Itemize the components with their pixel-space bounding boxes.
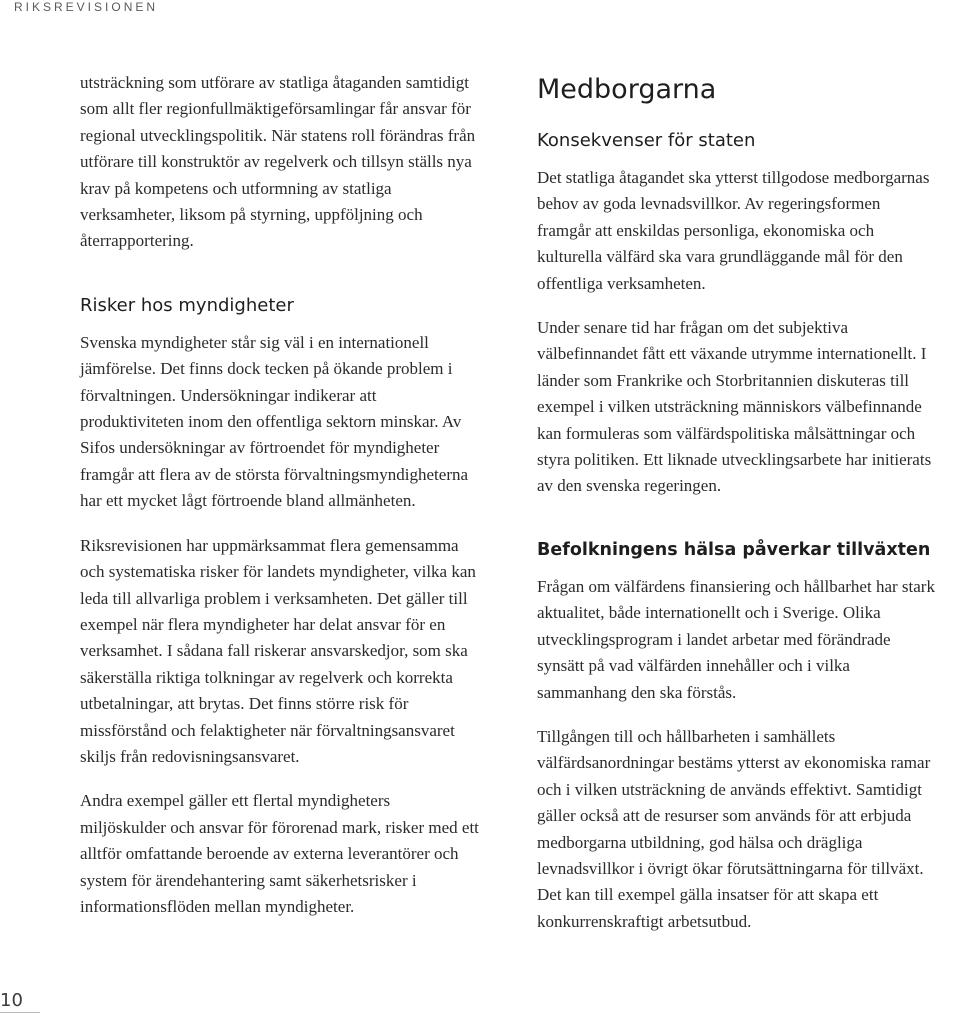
page-number: 10 bbox=[0, 990, 23, 1011]
paragraph: Riksrevisionen har uppmärksammat flera gemensamma och systematiska risker för landets myndigheter, vilka kan leda till allvarliga problem i verksamheten. Det gäller till exempel när flera myndigheter har delat ansvar för en verksamhet. I sådana fall riskerar ansvarskedjor, som ska säkerställa riktiga tolkningar av regelverk och korrekta utbetalningar, att brytas. Det finns större risk för missförstånd och felaktigheter när förvaltningsansvaret skiljs från redovisningsansvaret. bbox=[80, 535, 476, 766]
subheading-befolkningens-halsa: Befolkningens hälsa påverkar tillväxten bbox=[537, 539, 931, 560]
paragraph: Frågan om välfärdens finansiering och hållbarhet har stark aktualitet, både internationellt och i Sverige. Olika utvecklingsprogram i landet arbetar med förändrade synsätt på vad välfärden innehåller och i vilka sammanhang den ska förstås. bbox=[537, 576, 935, 702]
paragraph: Svenska myndigheter står sig väl i en internationell jämförelse. Det finns dock tecken på ökande problem i förvaltningen. Undersökningar indikerar att produktiviteten inom den offentliga sektorn minskar. Av Sifos undersökningar av förtroendet för myndigheter framgår att flera av de största förvaltningsmyndigheterna har ett mycket lågt förtroende bland allmänheten. bbox=[80, 332, 469, 511]
subheading-konsekvenser: Konsekvenser för staten bbox=[537, 130, 756, 151]
left-column bbox=[80, 70, 480, 938]
paragraph: Det statliga åtagandet ska ytterst tillgodose medborgarnas behov av goda levnadsvillkor. Av regeringsformen framgår att enskildas personliga, ekonomiska och kulturella välfärd ska vara grundläggande mål för den offentliga verksamheten. bbox=[537, 168, 930, 293]
paragraph: Andra exempel gäller ett flertal myndigheters miljöskulder och ansvar för förorenad mark, risker med ett alltför omfattande beroende av externa leverantörer och system för ärendehantering samt säkerhetsrisker i informationsflöden mellan myndigheter. bbox=[80, 791, 479, 916]
paragraph: Under senare tid har frågan om det subjektiva välbefinnandet fått ett växande utrymme internationellt. I länder som Frankrike och Storbritannien diskuteras till exempel i vilken utsträckning människors välbefinnande kan formuleras som välfärdspolitiska målsättningar och styra politiken. Ett liknade utvecklingsarbete har initierats av den svenska regeringen. bbox=[537, 318, 932, 496]
right-column bbox=[537, 70, 937, 953]
paragraph: Tillgången till och hållbarheten i samhällets välfärdsanordningar bestäms ytterst av ekonomiska ramar och i vilken utsträckning de används effektivt. Samtidigt gäller också att de resurser som används för att erbjuda medborgarna utbildning, god hälsa och drägliga levnadsvillkor i övrigt ökar förutsättningarna för tillväxt. Det kan till exempel gälla insatser för att skapa ett konkurrenskraftigt arbetsutbud. bbox=[537, 726, 931, 931]
section-heading-risker: Risker hos myndigheter bbox=[80, 294, 294, 316]
paragraph: utsträckning som utförare av statliga åtaganden samtidigt som allt fler regionfullmäktigeförsamlingar får ansvar för regional utvecklingspolitik. När statens roll förändras från utförare till konstruktör av regelverk och tillsyn ställs nya krav på kompetens och utformning av statliga verksamheter, liksom på styrning, uppföljning och återrapportering. bbox=[80, 73, 476, 251]
section-title-medborgarna: Medborgarna bbox=[537, 74, 717, 105]
running-header: RIKSREVISIONEN bbox=[14, 0, 159, 14]
